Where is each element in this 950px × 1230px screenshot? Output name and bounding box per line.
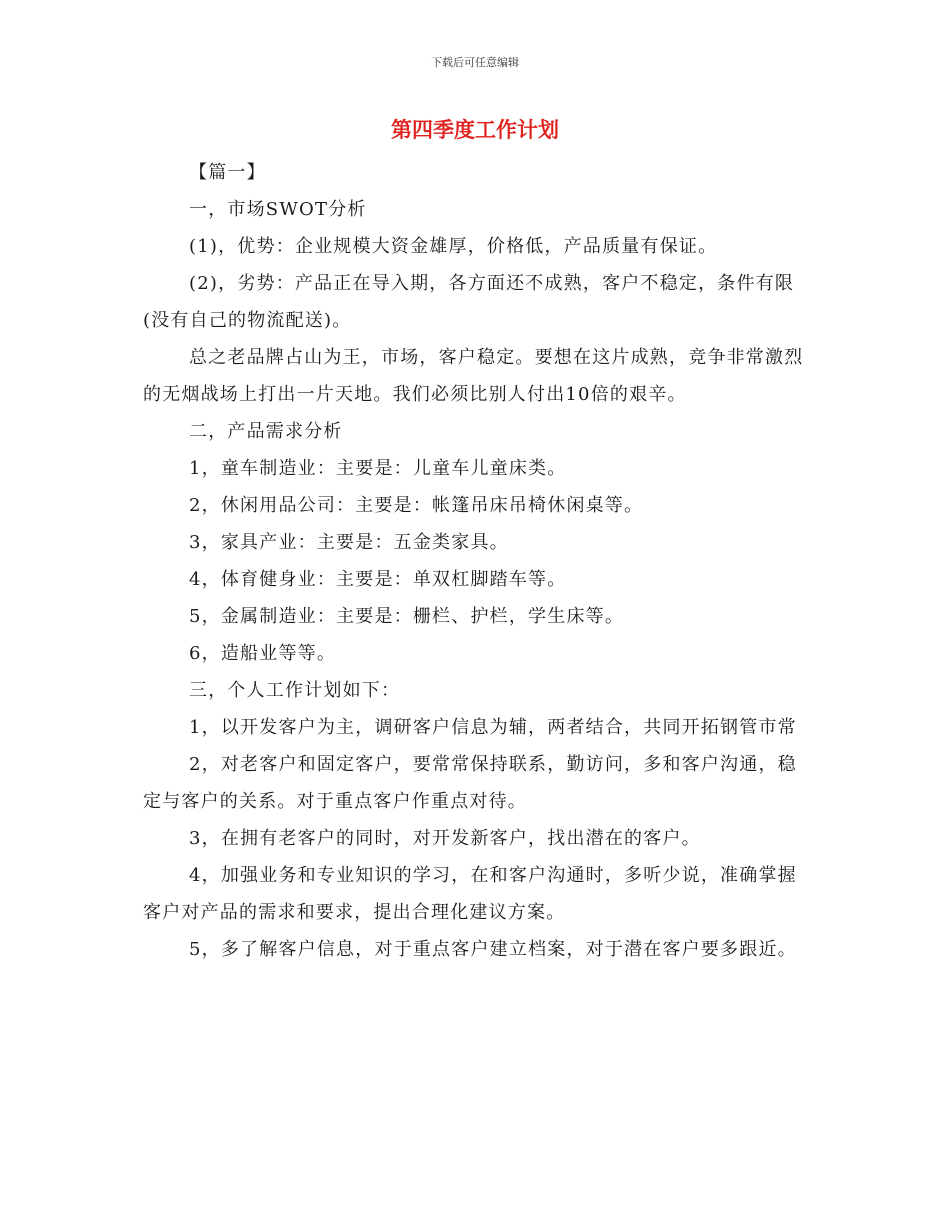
- paragraph-weaknesses: (2)，劣势：产品正在导入期，各方面还不成熟，客户不稳定，条件有限(没有自己的物流配送)。: [143, 273, 795, 331]
- document-title: 第四季度工作计划: [391, 118, 559, 142]
- paragraph-summary: 总之老品牌占山为王，市场，客户稳定。要想在这片成熟，竞争非常激烈的无烟战场上打出一片天地。我们必须比别人付出10倍的艰辛。: [143, 347, 804, 405]
- section-heading-swot: 一，市场SWOT分析: [189, 199, 367, 220]
- demand-item-6: 6，造船业等等。: [189, 643, 337, 664]
- section-marker: 【篇一】: [189, 162, 266, 183]
- demand-item-5: 5，金属制造业：主要是：栅栏、护栏，学生床等。: [189, 606, 625, 627]
- demand-item-2: 2，休闲用品公司：主要是：帐篷吊床吊椅休闲桌等。: [189, 495, 644, 516]
- demand-item-3: 3，家具产业：主要是：五金类家具。: [189, 532, 509, 553]
- section-heading-demand: 二，产品需求分析: [189, 421, 343, 442]
- demand-item-4: 4，体育健身业：主要是：单双杠脚踏车等。: [189, 569, 567, 590]
- plan-item-3: 3，在拥有老客户的同时，对开发新客户，找出潜在的客户。: [189, 828, 701, 849]
- plan-item-2: 2，对老客户和固定客户，要常常保持联系，勤访问，多和客户沟通，稳定与客户的关系。对于重点客户作重点对待。: [143, 754, 797, 812]
- demand-item-1: 1，童车制造业：主要是：儿童车儿童床类。: [189, 458, 567, 479]
- plan-item-4: 4，加强业务和专业知识的学习，在和客户沟通时，多听少说，准确掌握客户对产品的需求和要求，提出合理化建议方案。: [143, 865, 797, 923]
- document-body: [143, 154, 808, 968]
- plan-item-5: 5，多了解客户信息，对于重点客户建立档案，对于潜在客户要多跟近。: [189, 939, 797, 960]
- page-header-note: 下载后可任意编辑: [431, 56, 519, 69]
- paragraph-strengths: (1)，优势：企业规模大资金雄厚，价格低，产品质量有保证。: [189, 236, 718, 257]
- plan-item-1: 1，以开发客户为主，调研客户信息为辅，两者结合，共同开拓钢管市常: [189, 717, 797, 738]
- section-heading-plan: 三，个人工作计划如下：: [189, 680, 401, 701]
